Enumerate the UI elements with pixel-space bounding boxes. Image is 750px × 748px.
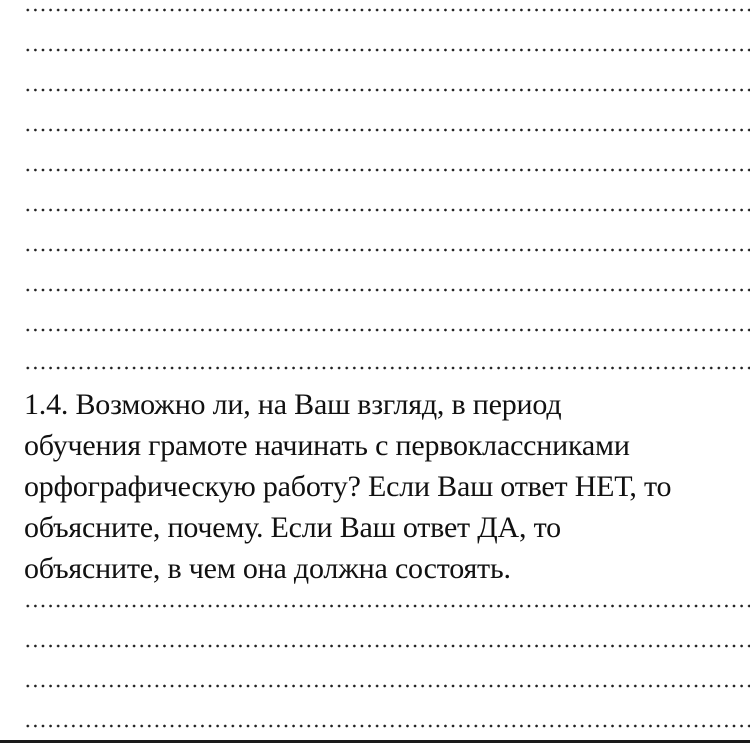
answer-dotted-line — [24, 86, 750, 94]
answer-dotted-line — [24, 642, 750, 650]
answer-dotted-line — [24, 126, 750, 134]
question-text — [24, 384, 750, 589]
question-line: объясните, в чем она должна состоять. — [24, 552, 511, 585]
answer-dotted-line — [24, 6, 750, 14]
question-line: обучения грамоте начинать с первоклассниками — [24, 429, 630, 462]
question-line: 1.4. Возможно ли, на Ваш взгляд, в период — [24, 388, 562, 421]
answer-dotted-line — [24, 722, 750, 730]
answer-dotted-line — [24, 246, 750, 254]
question-line: объясните, почему. Если Ваш ответ ДА, то — [24, 511, 561, 544]
answer-dotted-line — [24, 364, 750, 372]
question-line: орфографическую работу? Если Ваш ответ НЕТ, то — [24, 470, 672, 503]
page-bottom-margin — [0, 743, 750, 748]
answer-dotted-line — [24, 46, 750, 54]
answer-dotted-line — [24, 682, 750, 690]
answer-dotted-line — [24, 286, 750, 294]
answer-dotted-line — [24, 326, 750, 334]
answer-dotted-line — [24, 166, 750, 174]
answer-dotted-line — [24, 206, 750, 214]
answer-dotted-line — [24, 602, 750, 610]
